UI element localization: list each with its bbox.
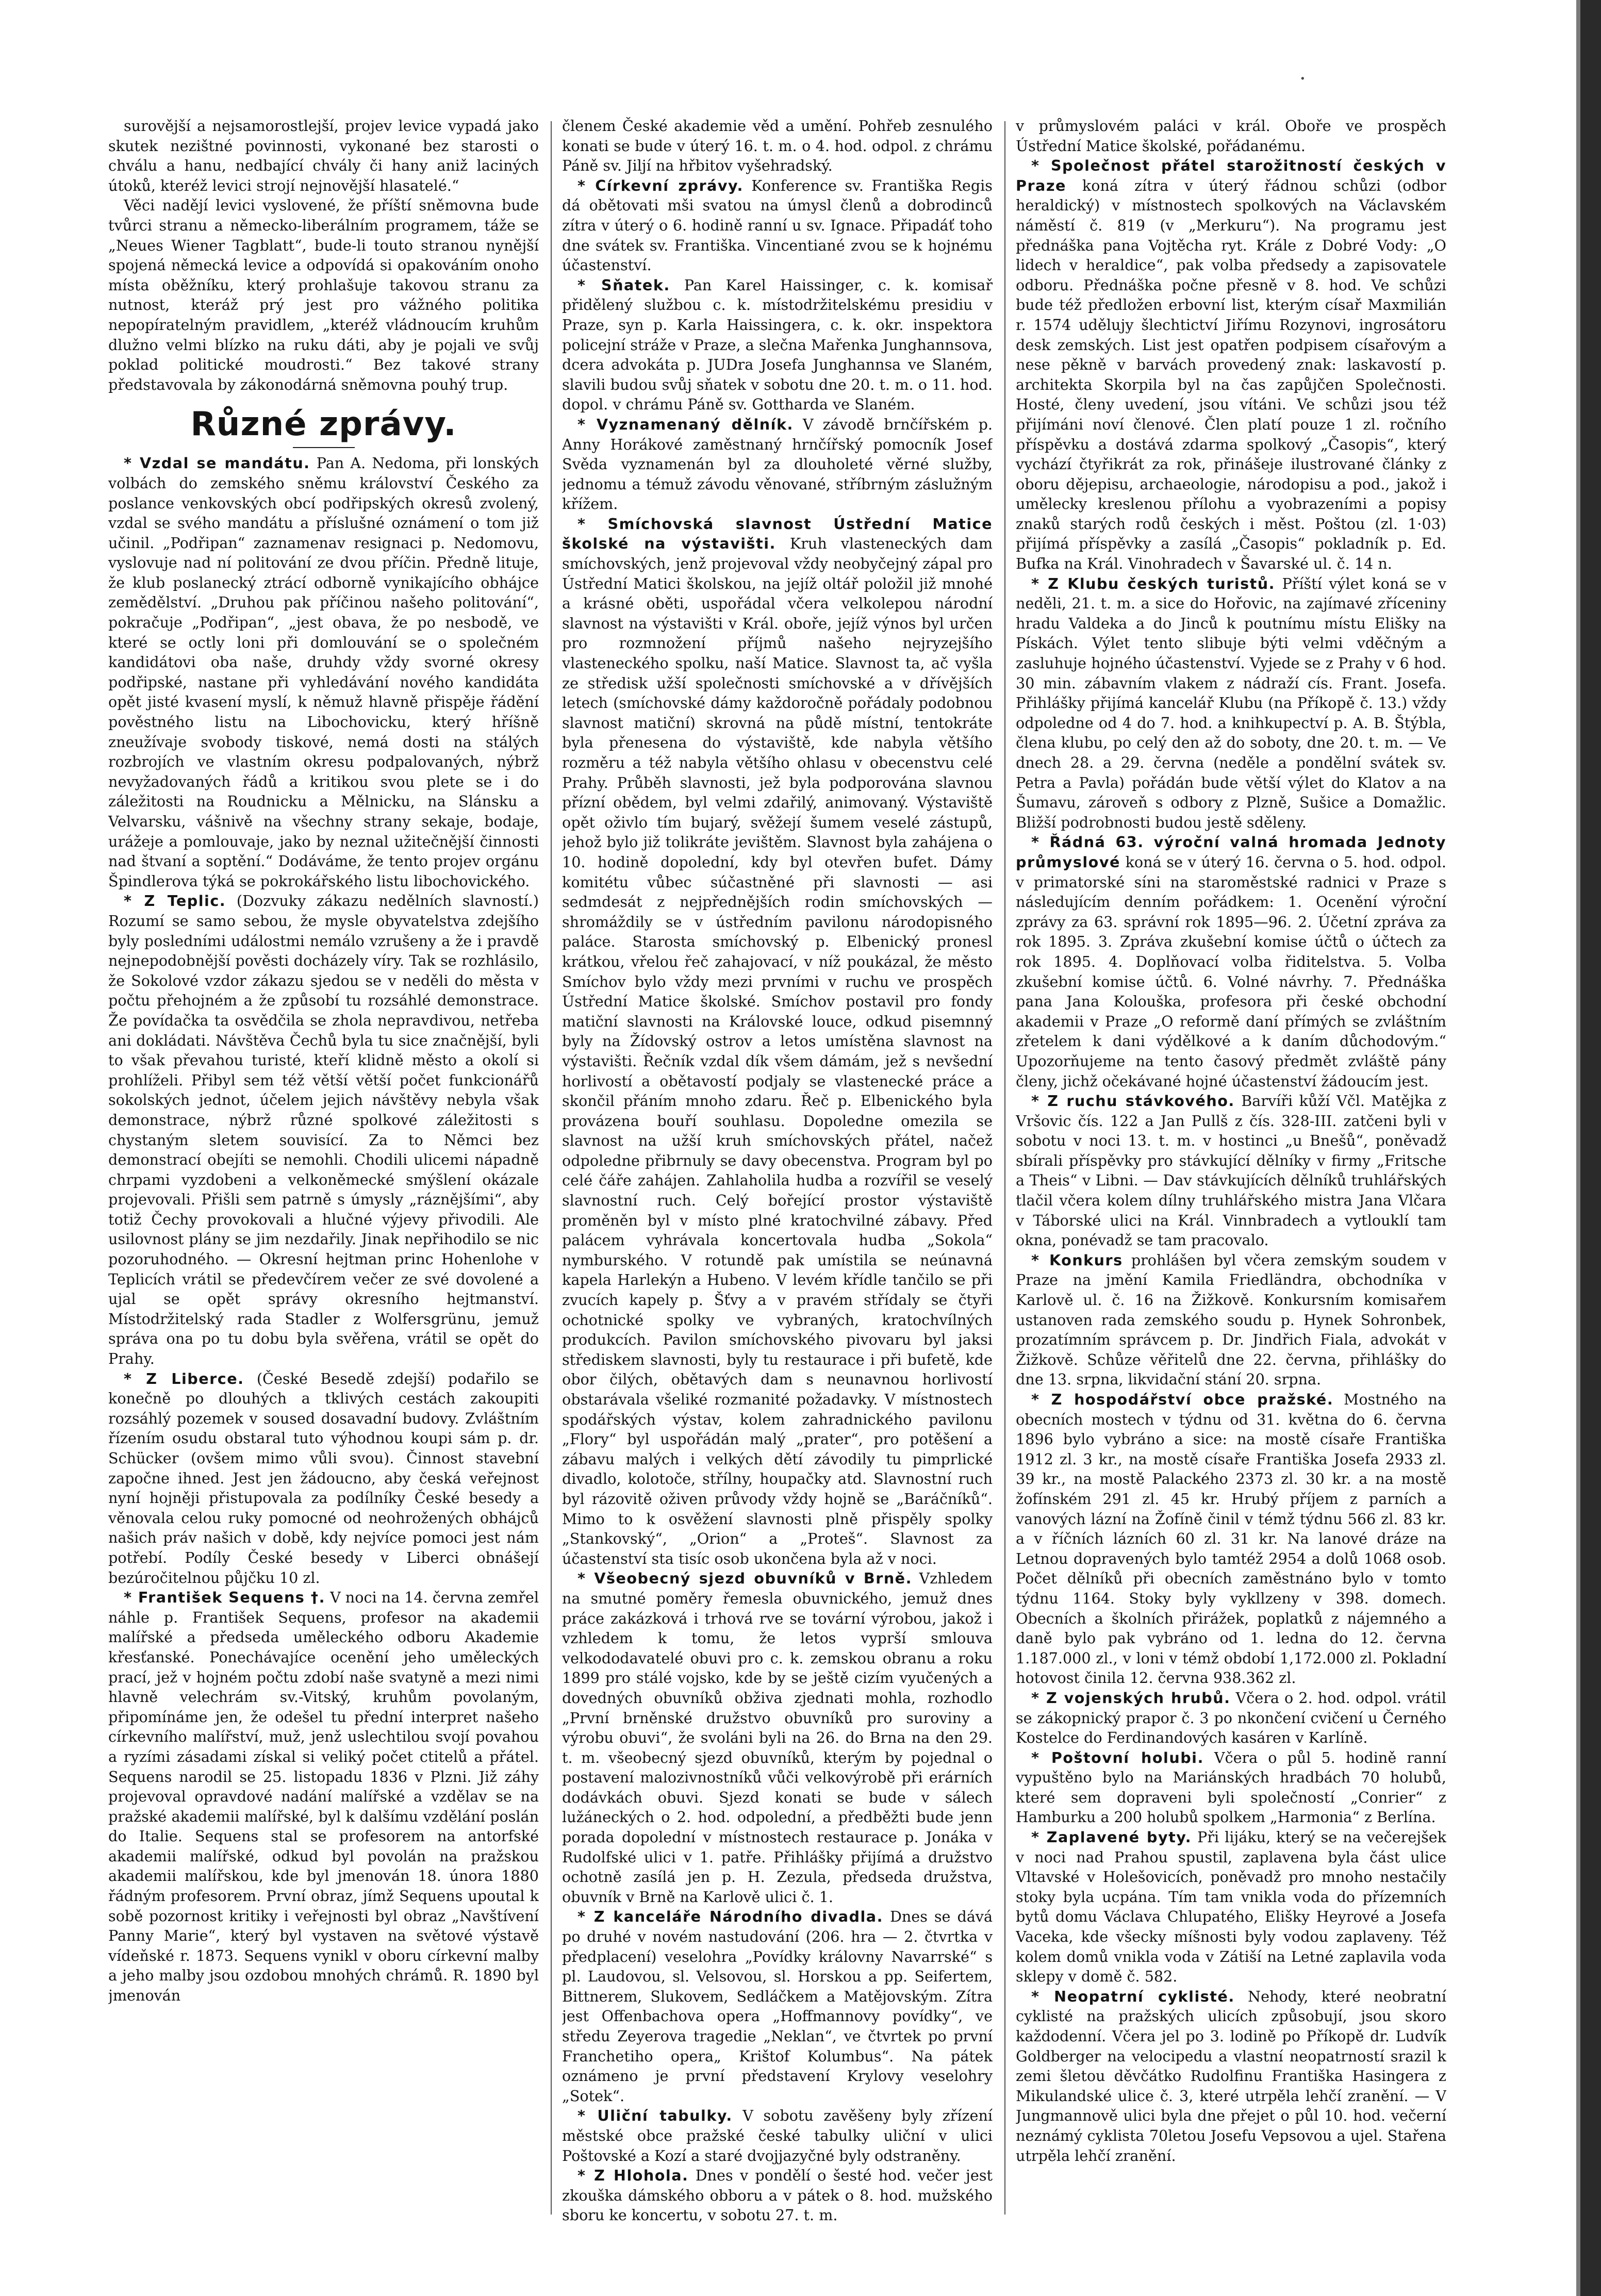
article-lead: * Z Teplic. — [124, 892, 226, 910]
news-paragraph — [1016, 1688, 1446, 1748]
article-lead: * Vyznamenaný dělník. — [577, 415, 794, 433]
news-paragraph — [562, 2166, 993, 2225]
news-paragraph — [1016, 156, 1446, 573]
article-text: členem České akademie věd a umění. Pohřeb zesnulého konati se bude v úterý 16. t. m. o 4. hod. odpol. z chrámu Páně sv. Jiljí na hřbitov vyšehradský. — [562, 117, 993, 175]
article-lead: * Z vojenských hrubů. — [1031, 1689, 1231, 1707]
news-paragraph — [108, 195, 539, 394]
article-text: prohlášen byl včera zemským soudem v Praze na jmění Kamila Friedländra, obchodníka v Karlově ul. č. 16 na Žižkově. Konkursním komisařem ustanoven rada zemského soudu p. Hynek Sohronbek, prozatímním správcem p. Dr. Jindřich Fiala, advokát v Žižkově. Schůze věřitelů dne 22. června, přihlášky do dne 13. srpna, likvidační stání 20. srpna. — [1016, 1251, 1446, 1389]
article-text: Dnes se dává po druhé v novém nastudování (206. hra — 2. čtvrtka v předplacení) veselohra „Povídky královny Navarrské“ s pl. Laudovou, sl. Velsovou, sl. Horskou a pp. Seifertem, Bittnerem, Slukovem, Sedláčkem a Matějovským. Zítra jest Offenbachova opera „Hoffmannovy povídky“, ve středu Zeyerova tragedie „Neklan“, ve čtvrtek po první Franchetiho opera„ Krištof Kolumbus“. Na pátek oznámeno je první představení Krylovy veselohry „Sotek“. — [562, 1908, 993, 2105]
article-text: surovější a nejsamorostlejší, projev levice vypadá jako skutek nezištné povinnosti, vykonané bez starosti o chválu a hanu, nedbající chvály či hany aniž laciných útoků, kteréž levici strojí nejnovější hlasatelé.“ — [108, 117, 539, 194]
article-lead: * Poštovní holubi. — [1031, 1748, 1204, 1766]
article-lead: * Zaplavené byty. — [1031, 1828, 1192, 1846]
news-paragraph — [1016, 116, 1446, 156]
article-text: koná zítra v úterý řádnou schůzi (odbor heraldický) v místnostech spolkových na Václavském náměstí č. 819 (v „Merkuru“). Na programu jest přednáška pana Vojtěcha ryt. Krále z Dobré Vody: „O lidech v heraldice“, pak volba předsedy a zapisovatele odboru. Přednáška počne přesně v 8. hod. Ve schůzi bude též předložen erbovní list, kterým císař Maxmilián r. 1574 udělujy šlechtictví Jiřímu Rozynovi, ingrosátoru desk zemských. List jest opatřen podpisem císařovým a nese pěkně v barvách provedený znak: laskavostí p. architekta Skorpila byl na čas zapůjčen Společnosti. Hosté, členy uvedení, jsou vítáni. Ve schůzi jsou též přijímáni noví členové. Člen platí pouze 1 zl. ročního příspěvku a dostává zdarma spolkový „Časopis“, který vychází čtyřikrát za rok, přinášeje ilustrované články z oboru dějepisu, archaeologie, národopisu a pod., jakož i umělecky kreslenou přílohu a vyobrazeními a popisy znaků starých rodů českých i měst. Poštou (zl. 1·03) přijímá příspěvky a zasílá „Časopis“ pokladník p. Ed. Bufka na Král. Vinohradech v Šavarské ul. č. 14 n. — [1016, 176, 1446, 573]
column-rule — [551, 121, 552, 2215]
news-paragraph — [108, 1588, 539, 2005]
news-paragraph — [562, 1907, 993, 2106]
column-middle — [562, 116, 993, 2240]
news-paragraph — [562, 275, 993, 415]
article-text: Příští výlet koná se v neděli, 21. t. m. a sice do Hořovic, na zajímavé zříceniny hradu Valdeka a do Jinců k poutnímu místu Elišky na Pískách. Výlet tento slibuje býti velmi vděčným a zasluhuje hojného účastenství. Vyjede se z Prahy v 6 hod. 30 min. zábavním vlakem z nádraží cís. Frant. Josefa. Přihlášky přijímá kancelář Klubu (na Příkopě č. 13.) vždy odpoledne od 4 do 7. hod. a knihkupectví p. A. B. Štýbla, člena klubu, po celý den až do soboty, dne 20. t. m. — Ve dnech 28. a 29. června (neděle a pondělní svátek sv. Petra a Pavla) pořádán bude větší výlet do Klatov a na Šumavu, zároveň s odbory z Plzně, Sušice a Domažlic. Bližší podrobnosti budou jestě sděleny. — [1016, 574, 1446, 831]
article-lead: * Z kanceláře Národního divadla. — [577, 1908, 883, 1926]
article-lead: * Uliční tabulky. — [577, 2107, 733, 2125]
scan-edge-dark — [1580, 0, 1601, 2296]
news-paragraph — [1016, 1748, 1446, 1827]
news-paragraph — [562, 2106, 993, 2166]
newspaper-page — [108, 111, 1449, 2261]
article-lead: * Společnost přátel starožitností českých v Praze — [1016, 157, 1446, 194]
article-text: Věci nadějí levici vyslovené, že příští sněmovna bude tvůrci stranu a německo-liberálním programem, táže se „Neues Wiener Tagblatt“, bude-li touto stranou nynější spojená německá levice a odpovídá si opakováním onoho místa oběžníku, který prohlašuje takovou stranu za nutnost, kteráž prý jest pro vážného politika nepopíratelným pravidlem, „kteréž vládnoucím kruhům dlužno velmi blízko na ruku dáti, aby je pojali ve svůj poklad politické moudrosti.“ Bez takové strany představovala by zákonodárná sněmovna pouhý trup. — [108, 196, 539, 393]
news-paragraph — [1016, 1827, 1446, 1987]
section-heading: Různé zprávy. — [190, 405, 457, 444]
article-text: Mostného na obecních mostech v týdnu od 31. května do 6. června 1896 bylo vybráno a sice: na mostě císaře Františka 1912 zl. 3 kr., na mostě císaře Františka Josefa 2933 zl. 39 kr., na mostě Palackého 2373 zl. 30 kr. a na mostě žofínském 291 zl. 45 kr. Hrubý příjem z parních a vanových lázní na Žofíně činil v témž týdnu 566 zl. 83 kr. a v říčních lázních 60 zl. 31 kr. Na lanové dráze na Letnou dopravených bylo tamtéž 2954 a dolů 1068 osob. Počet dělníků při obecních zaměstnáno bylo v tomto týdnu 1164. Stoky byly vykllzeny v 398. domech. Obecních a školních přirážek, poplatků z nájemného a daně bylo pak vybráno od 1. ledna do 12. června 1.187.000 zl., v loni v témž období 1,172.000 zl. Pokladní hotovost činila 12. června 938.362 zl. — [1016, 1391, 1446, 1687]
news-paragraph — [562, 116, 993, 176]
article-text: Vzhledem na smutné poměry řemesla obuvnického, jemuž dnes práce zakázková i trhová rve se tovární výrobou, jakož i vzhledem k tomu, že letos vyprší smlouva velkododavatelé obuvi pro c. k. zemskou obranu a roku 1899 pro stálé vojsko, kde by se ještě cizím vyučených a dovedných obuvníků obživa zjednati mohla, rozhodlo „První brněnské družstvo obuvníků pro suroviny a výrobu obuvi“, že svoláni byli na 26. do Brna na den 29. t. m. všeobecný sjezd obuvníků, kterým by pojednal o postavení malozivnostníků vůči velkovýrobě při erárních dodávkách obuvi. Sjezd konati se bude v sálech lužáneckých o 2. hod. odpolední, a předběžti bude jenn porada dopolední v místnostech restaurace p. Jonáka v Rudolfské ulici v 1. patře. Přihlášky přijímá a družstvo ochotně zasílá jen p. H. Zezula, předseda družstva, obuvník v Brně na Karlově ulici č. 1. — [562, 1570, 993, 1906]
news-paragraph — [1016, 574, 1446, 833]
scan-edge-gray — [1576, 0, 1580, 2296]
article-text: Kruh vlasteneckých dam smíchovských, jenž projevoval vždy neobyčejný zápal pro Ústřední Matici školskou, na jejíž oltář položil již mnohé a krásné oběti, uspořádal včera velkolepou národní slavnost na výstavišti v Král. oboře, jejíž výnos byl určen pro rozmnožení příjmů našeho nejryzejšího vlasteneckého spolku, naší Matice. Slavnost ta, ač vyšla ze středisk užší společnosti smíchovské a v dřívějších letech (smíchovské dámy každoročně pořádaly podobnou slavnost matiční) skrovná na půdě místní, tentokráte byla přenesena do výstaviště, kde nabyla většího rozměru a též nabyla většího ohlasu v obecenstvu celé Prahy. Průběh slavnosti, jež byla podporována slavnou přízní obědem, byl velmi zdařilý, animovaný. Výstaviště opět oživlo tím bujarý, svěžejí šumem veselé zástupů, jehož bylo již tolikráte jevištěm. Slavnost byla zahájena o 10. hodině dopolední, kdy byl otevřen bufet. Dámy komitétu vůbec súčastněné při slavnosti — asi sedmdesát z nejpřednějších rodin smíchovských — shromáždily se v ústředním pavilonu národopisného paláce. Starosta smíchovský p. Elbenický pronesl krátkou, vřelou řeč zahajovací, v níž poukázal, že město Smíchov bylo vždy mezi prvními v ruchu ve prospěch Ústřední Matice školské. Smíchov postavil pro fondy matiční slavnosti na Královské louce, odkud pisemnný byly na Žídovský ostrov a letos umístěna slavnost na výstavišti. Řečník vzdal dík všem dámám, jež s nevšední horlivostí a obětavostí podjaly se vlastenecké práce a skončil přáním mnoho zdaru. Řeč p. Elbenického byla provázena bouří souhlasu. Dopoledne omezila se slavnost na užší kruh smíchovských přátel, načež odpoledne přibrnuly se davy obecenstva. Program byl po celé čáře zahájen. Zahlaholila hudba a rozvířil se veselý slavnostní ruch. Celý bořející prostor výstaviště proměněn byl v místo plné kratochvilné zábavy. Před palácem vyhrávala koncertovala hudba „Sokola“ nymburského. V rotundě pak umístila se neúnavná kapela Harlekýn a Hubeno. V levém křídle tančilo se při zvucích kapely p. Šťvy a v pravém střídaly se čtyři ochotnické spolky ve vybraných, kratochvílných produkcích. Pavilon smíchovského pivovaru byl jaksi střediskem slavnosti, byly tu restaurace i při bufetě, kde obor čilých, obětavých dam s neunavnou horlivostí obstarávala všeliké rozmanité požadavky. V místnostech spodářských výstav, kolem zahradnického pavilonu „Flory“ byl uspořádán malý „prater“, pro potěšení a zábavu malých i velkých dětí závodily tu pimprlické divadlo, kolotoče, střílny, houpačky atd. Slavnostní ruch byl rázovitě oživen průvody vždy hojně se „Baráčníků“. Mimo to k osvěžení slavnosti plně přispěly spolky „Stankovský“, „Orion“ a „Proteš“. Slavnost za účastenství sta tisíc osob ukončena byla až v noci. — [562, 535, 993, 1567]
article-lead: * Sňatek. — [577, 276, 670, 294]
article-lead: * Z Hlohola. — [577, 2167, 689, 2185]
news-paragraph — [1016, 1390, 1446, 1688]
article-text: Konference sv. Františka Regis dá obětovati mši svatou na úmysl členů a dobrodinců zítra v úterý o 6. hodině ranní u sv. Ignace. Připadáť toho dne svátek sv. Františka. Vincentiané zvou se k hojnému účastenství. — [562, 176, 993, 274]
article-text: (České Besedě zdejší) podařilo se konečně po dlouhých a tklivých cestách zakoupiti rozsáhlý pozemek v soused dosavadní budovy. Zvláštním řízením osudu obstaral tuto výhodnou koupi sám p. dr. Schücker (ovšem mimo vůli svou). Činnost stavební započne ihned. Jest jen žádoucno, aby česká veřejnost nyní hojněji přistupovala za podílníky České besedy a věnovala celou ruky pomocné od neohrožených obhájců našich práv našich v době, kdy nejvíce pomoci jest nám potřebí. Podíly České besedy v Liberci obnášejí bezúročitelnou půjčku 10 zl. — [108, 1369, 539, 1587]
article-text: V noci na 14. června zemřel náhle p. František Sequens, profesor na akademii malířské a předseda uměleckého odboru Akademie křesťanské. Ponechávajíce ocenění jeho uměleckých prací, jež v hojném počtu zdobí naše svatyně a mezi nimi hlavně velechrám sv.-Vitský, kruhům povolaným, připomínáme jen, že odešel tu přední interpret našeho církevního malířství, muž, jenž uslechtilou svojí povahou a ryzími zásadami získal si veliký počet ctitelů a přátel. Sequens narodil se 25. listopadu 1836 v Plzni. Již záhy projevoval opravdové nadání malířské a vzdělav se na pražské akademii malířské, byl k dalšímu vzdělání poslán do Italie. Sequens stal se profesorem na antorfské akademii malířské, odkud byl povolán na pražskou akademii malířskou, kde byl jmenován 18. února 1880 řádným profesorem. První obraz, jímž Sequens upoutal k sobě pozornost kritiky i veřejnosti byl obraz „Navštívení Panny Marie“, který byl vystaven na světové výstavě vídeňské r. 1873. Sequens vynikl v oboru církevní malby a jeho malby jsou ozdobou mnohých chrámů. R. 1890 byl jmenován — [108, 1589, 539, 2005]
heading-rule — [293, 447, 355, 448]
article-text: Včera o půl 5. hodině ranní vypuštěno bylo na Mariánských hradbách 70 holubů, které sem dopraveni byli společností „Conrier“ z Hamburku a 200 holubů spolkem „Harmonia“ z Berlína. — [1016, 1748, 1446, 1826]
article-text: Barvíři kůží Včl. Matějka z Vršovic čís. 122 a Jan Pullš z čís. 328-III. zatčeni byli v sobotu v noci 13. t. m. v hostinci „u Bnešů“, poněvadž sbírali příspěvky pro stávkující dělníky v firmy „Fritsche a Theis“ v Libni. — Dav stávkujících dělníků truhlářských tlačil včera kolem dílny truhlářského mistra Jana Vlčara v Táborské ulici na Král. Vinnbradech a vytlouklí tam okna, ponévadž se tam pracovalo. — [1016, 1092, 1446, 1249]
scan-speck: · — [1299, 67, 1306, 91]
column-left — [108, 116, 539, 2240]
column-rule — [1004, 121, 1005, 2215]
article-text: Pan Karel Haissinger, c. k. komisař přidělený službou c. k. místodržitelskému presidiu v Praze, syn p. Karla Haissingera, c. k. okr. inspektora policejní stráže v Praze, a slečna Mařenka Junghannsova, dcera advokáta p. JUDra Josefa Junghannsa ve Slaném, slavili budou svůj sňatek v sobotu dne 20. t. m. o 11. hod. dopol. v chrámu Páně sv. Gottharda ve Slaném. — [562, 276, 993, 414]
article-lead: * František Sequens †. — [124, 1589, 325, 1607]
article-lead: * Řádná 63. výroční valná hromada Jednoty průmyslové — [1016, 833, 1446, 871]
news-paragraph — [562, 176, 993, 275]
news-paragraph — [562, 1568, 993, 1907]
article-lead: * Všeobecný sjezd obuvníků v Brně. — [577, 1570, 912, 1588]
article-text: Včera o 2. hod. odpol. vrátil se zákopnický prapor č. 3 po nkončení cvičení u Černého Kostelce do Ferdinandových kasáren v Karlíně. — [1016, 1689, 1446, 1747]
article-lead: * Konkurs — [1031, 1251, 1123, 1269]
news-paragraph — [1016, 1250, 1446, 1390]
news-paragraph — [108, 1369, 539, 1588]
column-right — [1016, 116, 1446, 2240]
article-text: Při lijáku, který se na večerejšek v noci nad Prahou spustil, zaplavena byla část ulice Vltavské v Holešovicích, poněvadž pro mnoho nestačily stoky byla ucpána. Tím tam vnikla voda do přízemních bytů domu Václava Chlupatého, Elišky Heyrové a Josefa Vaceka, kde všecky míšnosti byly vodou zaplaveny. Též kolem domů vnikla voda v Zátiší na Letné zaplavila voda sklepy v domě č. 582. — [1016, 1828, 1446, 1986]
article-text: Dnes v pondělí o šesté hod. večer jest zkouška dámského obboru a v pátek o 8. hod. mužského sboru ke koncertu, v sobotu 27. t. m. — [562, 2167, 993, 2224]
article-lead: * Smíchovská slavnost Ústřední Matice školské na výstavišti. — [562, 515, 993, 553]
news-paragraph — [1016, 1987, 1446, 2166]
news-paragraph — [1016, 832, 1446, 1091]
news-paragraph — [108, 453, 539, 891]
article-lead: * Neopatrní cyklisté. — [1031, 1987, 1235, 2005]
article-lead: * Z Klubu českých turistů. — [1031, 574, 1276, 592]
article-text: Nehody, které neobratní cyklisté na pražských ulicích způsobují, jsou skoro každodenní. Včera jel po 3. lodině po Příkopě dr. Ludvík Goldberger na velocipedu a vlastní neopatrností srazil k zemi šletou děvčátko Rudolfinu Františka Hasingera z Mikulandské ulice č. 3, které utrpěla lehčí zranění. — V Jungmannově ulici byla dne přejet o půl 10. hod. večerní neznámý cyklista 70letou Josefu Vepsovou a ujel. Stařena utrpěla lehčí zranění. — [1016, 1987, 1446, 2165]
article-lead: * Vzdal se mandátu. — [124, 454, 310, 472]
article-lead: * Z hospodářství obce pražské. — [1031, 1391, 1334, 1408]
article-text: V závodě brnčířském p. Anny Horákové zaměstnaný hrnčířský pomocník Josef Svěda vyznamenán byl za dlouholeté věrné služby, jednomu a témuž závodu věnované, stříbrným záslužným křížem. — [562, 415, 993, 513]
news-paragraph — [562, 514, 993, 1568]
article-text: (Dozvuky zákazu nedělních slavností.) Rozumí se samo sebou, že mysle obyvatelstva zdejšího byly posledními událostmi nemálo vzrušeny a že i pravdě nejnepodobnější pověsti docházely víry. Tak se rozhlásilo, že Sokolové vzdor zákazu sjedou se v neděli do města v počtu přehojném a že způsobí tu rozsáhlé demonstrace. Že povídačka ta osvědčila se zhola nepravdivou, netřeba ani dokládati. Návštěva Čechů byla tu sice značnější, byli to však převahou turisté, kteří klidně město a okolí si prohlíželi. Přibyl sem též větší větší počet funkcionářů sokolských jednot, účelem jejich návštěvy nebyla však demonstrace, nýbrž různé spolkové záležitosti s chystaným sletem souvisící. Za to Němci bez demonstrací obejíti se nemohli. Chodili ulicemi nápadně chrpami vyzdobeni a velkoněmecké smýšlení okázale projevovali. Přišli sem patrně s úmysly „ráznějšími“, aby totiž Čechy provokovali a hlučné výjevy přivodili. Ale usilovnost plány se jim nezdařily. Jinak nepřihodilo se nic pozoruhodného. — Okresní hejtman princ Hohenlohe v Teplicích vrátil se předevčírem večer ze své dovolené a ujal se opět správy okresního hejtmanství. Místodržitelský rada Stadler z Wolfersgrünu, jemuž správa ona po tu dobu byla svěřena, vrátil se opět do Prahy. — [108, 892, 539, 1368]
article-text: V sobotu zavěšeny byly zřízení městské obce pražské české tabulky uliční v ulici Poštovské a Kozí a staré dvojjazyčné byly odstraněny. — [562, 2107, 993, 2165]
article-lead: * Z Liberce. — [124, 1369, 244, 1387]
article-lead: * Církevní zprávy. — [577, 176, 744, 194]
news-paragraph — [1016, 1091, 1446, 1250]
news-paragraph — [108, 116, 539, 195]
news-paragraph — [108, 891, 539, 1368]
article-text: Pan A. Nedoma, při lonských volbách do zemského sněmu království Českého za poslance venkovských obcí podřipských okresů zvolený, vzdal se svého mandátu a příslušné oznámení o tom již učinil. „Podřipan“ zaznamenav resignaci p. Nedomovu, vyslovuje nad ní politování ze dvou příčin. Předně lituje, že klub poslanecký ztrácí odborně vynikajícího obhájce zemědělství. „Druhou pak příčinou našeho politování“, pokračuje „Podřipan“, „jest obava, že po nesbodě, ve které se octly loni při domlouvání se o společném kandidátovi oba naše, druhdy vždy svorné okresy podřipské, nastane při vyhledávání nového kandidáta opět jisté kvasení myslí, k němuž hlavně přispěje řádění pověstného listu na Libochovicku, který hříšně zneužívaje svobody tiskové, nemá dosti na stálých rozbrojích ve vlastním okresu podpalovaných, nýbrž nevyžadovaných řádů a kritikou svou plete se i do záležitosti na Roudnicku a Mělnicku, na Slánsku a Velvarsku, vášnivě na všechny strany sekaje, bodaje, urážeje a pomlouvaje, jako by neznal užitečnější činnosti nad štvaní a soptění.“ Dodáváme, že tento projev orgánu Špindlerova týká se pokrokářského listu libochovického. — [108, 454, 539, 890]
article-text: koná se v úterý 16. června o 5. hod. odpol. v primatorské síni na staroměstské radnici v Praze s následujícím denním pořádkem: 1. Ocenění výroční zprávy za 63. správní rok 1895—96. 2. Účetní zpráva za rok 1895. 3. Zpráva zkušební komise účtů o účtech za rok 1895. 4. Doplňovací volba řiditelstva. 5. Volba zkušební komise účtů. 6. Volné návrhy. 7. Přednáška pana Jana Kolouška, profesora při české obchodní akademii v Praze „O reformě daní přímých se zvláštním zřetelem k dani výdělkové a k daním důchodovým.“ Upozorňujeme na tento časový předmět zvláště pány členy, jichž očekávané hojné účastenství žádoucím jest. — [1016, 853, 1446, 1090]
article-text: v průmyslovém paláci v král. Oboře ve prospěch Ústřední Matice školské, pořádanému. — [1016, 117, 1446, 155]
article-lead: * Z ruchu stávkového. — [1031, 1092, 1235, 1110]
news-paragraph — [562, 415, 993, 514]
